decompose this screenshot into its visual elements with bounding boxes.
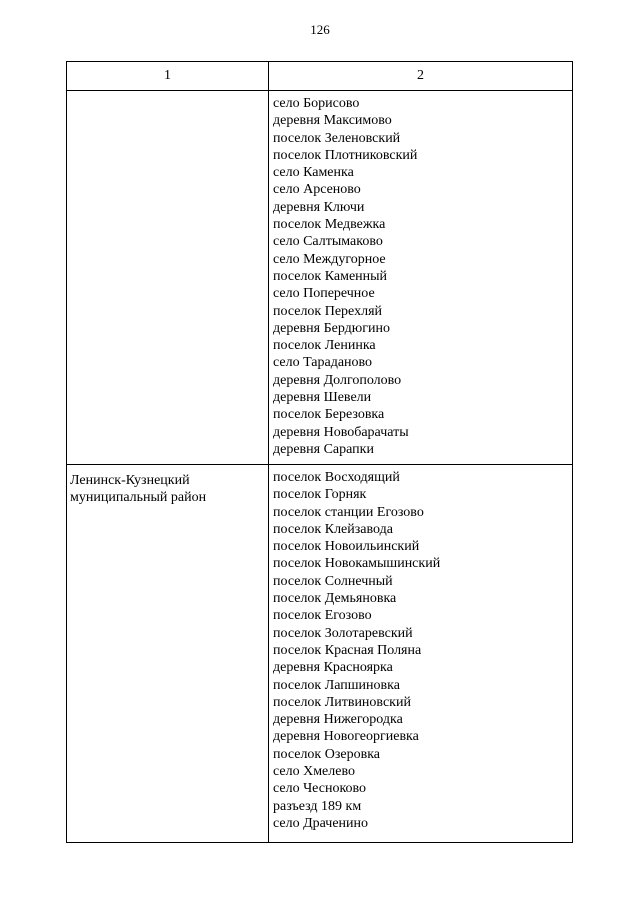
settlement-item: поселок Медвежка (273, 217, 386, 233)
region-cell (67, 91, 269, 465)
region-cell: Ленинск-Кузнецкий муниципальный район (67, 465, 269, 843)
table-row (67, 91, 573, 465)
settlement-item: деревня Максимово (273, 113, 392, 129)
settlement-item: село Хмелево (273, 764, 355, 780)
settlement-item: разъезд 189 км (273, 798, 362, 814)
settlement-item: поселок Горняк (273, 487, 367, 503)
settlement-item: поселок Литвиновский (273, 694, 411, 710)
column-header-2: 2 (269, 62, 573, 91)
settlement-item: поселок Солнечный (273, 573, 393, 589)
settlement-item: деревня Шевели (273, 390, 372, 406)
settlement-item: поселок Клейзавода (273, 521, 393, 537)
settlement-item: деревня Красноярка (273, 660, 393, 676)
settlement-item: поселок Лапшиновка (273, 677, 400, 693)
settlement-item: поселок станции Егозово (273, 504, 424, 520)
settlement-item: село Салтымаково (273, 234, 383, 250)
settlement-item: поселок Каменный (273, 268, 388, 284)
settlement-item: поселок Демьяновка (273, 591, 397, 607)
settlement-item: поселок Восходящий (273, 470, 400, 485)
table-header-row (67, 62, 573, 91)
settlement-item: деревня Сарапки (273, 441, 374, 457)
settlement-item: село Тараданово (273, 355, 373, 371)
settlements-list (273, 469, 568, 832)
settlement-item: поселок Егозово (273, 608, 372, 624)
table-row (67, 465, 573, 843)
settlement-item: село Драченино (273, 815, 369, 831)
settlements-cell (269, 91, 573, 465)
settlement-item: село Междугорное (273, 251, 386, 267)
settlement-item: деревня Бердюгино (273, 320, 390, 336)
settlements-cell (269, 465, 573, 843)
settlement-item: деревня Новобарачаты (273, 424, 409, 440)
settlements-list (273, 95, 568, 458)
settlement-item: поселок Новокамышинский (273, 556, 441, 572)
settlement-item: поселок Плотниковский (273, 147, 418, 163)
settlement-item: деревня Новогеоргиевка (273, 729, 419, 745)
settlement-item: деревня Нижегородка (273, 712, 403, 728)
settlement-item: поселок Перехляй (273, 303, 382, 319)
settlement-item: поселок Красная Поляна (273, 642, 422, 658)
settlement-item: село Чесноково (273, 781, 367, 797)
settlement-item: поселок Озеровка (273, 746, 380, 762)
settlement-item: село Арсеново (273, 182, 361, 198)
settlement-item: село Поперечное (273, 286, 375, 302)
settlement-item: село Борисово (273, 96, 360, 111)
column-header-1: 1 (67, 62, 269, 91)
settlements-table (66, 61, 573, 843)
settlement-item: поселок Березовка (273, 407, 385, 423)
settlement-item: село Каменка (273, 165, 354, 181)
settlement-item: деревня Ключи (273, 199, 365, 215)
settlement-item: поселок Золотаревский (273, 625, 413, 641)
settlement-item: деревня Долгополово (273, 372, 402, 388)
page-number: 126 (310, 22, 330, 37)
settlement-item: поселок Ленинка (273, 338, 376, 354)
settlement-item: поселок Новоильинский (273, 539, 420, 555)
settlement-item: поселок Зеленовский (273, 130, 401, 146)
